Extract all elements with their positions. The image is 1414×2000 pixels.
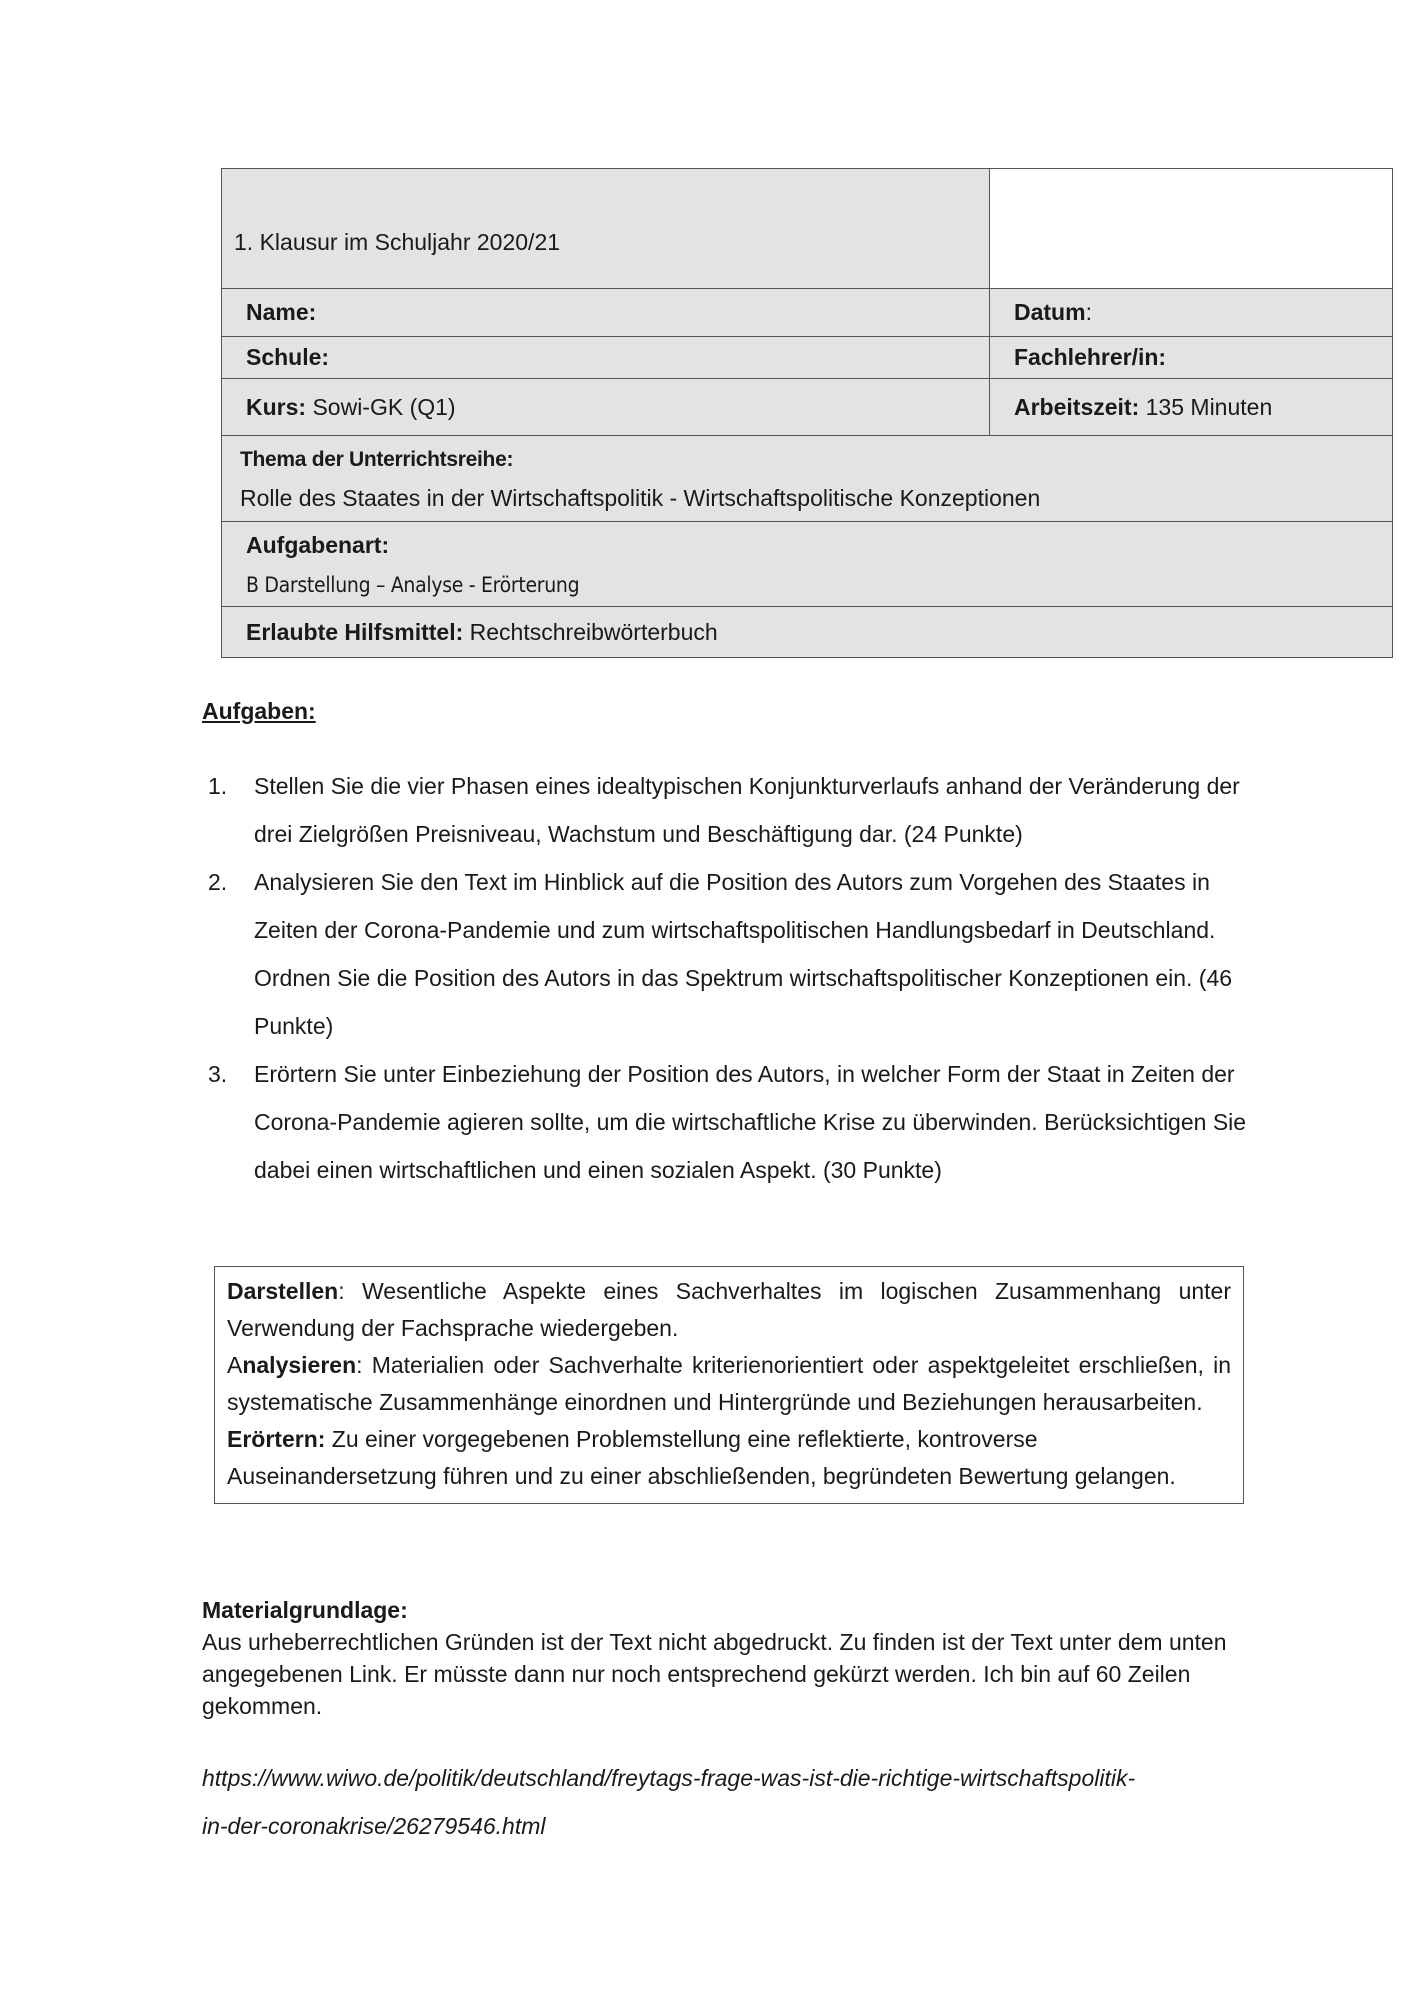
fachlehrer-cell	[990, 337, 1392, 378]
task-number: 2.	[208, 869, 228, 895]
task-text: Stellen Sie die vier Phasen eines idealtypischen Konjunkturverlaufs anhand der Veränderung der drei Zielgrößen Preisniveau, Wachstum und Beschäftigung dar. (24 Punkte)	[254, 773, 1240, 847]
exam-header-table	[221, 168, 1393, 658]
tasks-title: Aufgaben:	[202, 698, 316, 724]
fachlehrer-label: Fachlehrer/in:	[1014, 344, 1167, 370]
header-row-name	[222, 288, 1392, 336]
exam-title: 1. Klausur im Schuljahr 2020/21	[234, 229, 561, 255]
header-row-hilfsmittel	[222, 606, 1392, 657]
schule-cell	[222, 337, 990, 378]
arbeitszeit-label: Arbeitszeit:	[1014, 393, 1140, 420]
material-title: Materialgrundlage:	[202, 1597, 408, 1623]
task-list	[208, 762, 1258, 1194]
aufgabenart-value: B Darstellung – Analyse - Erörterung	[246, 572, 580, 597]
task-number: 1.	[208, 773, 228, 799]
operator-definition: : Materialien oder Sachverhalte kriterienorientiert oder aspektgeleitet erschließen, in systematische Zusammenhänge einordnen und Hintergründe und Beziehungen herausarbeiten.	[227, 1352, 1231, 1415]
kurs-label: Kurs:	[246, 393, 307, 420]
arbeitszeit-value: 135 Minuten	[1139, 393, 1273, 420]
datum-colon: :	[1085, 299, 1092, 325]
operator-term: Erörtern:	[227, 1426, 326, 1452]
hilfsmittel-value: Rechtschreibwörterbuch	[463, 618, 718, 645]
task-item	[208, 762, 1258, 858]
operator-definitions-box	[214, 1266, 1244, 1504]
empty-cell	[990, 169, 1392, 288]
header-row-kurs	[222, 378, 1392, 435]
material-link-line-2[interactable]: in-der-coronakrise/26279546.html	[202, 1813, 546, 1839]
thema-value: Rolle des Staates in der Wirtschaftspolitik - Wirtschaftspolitische Konzeptionen	[240, 484, 1041, 511]
aufgabenart-label: Aufgabenart:	[246, 531, 390, 558]
name-cell	[222, 289, 990, 336]
header-row-thema	[222, 435, 1392, 521]
datum-label: Datum	[1014, 299, 1086, 325]
datum-cell	[990, 289, 1392, 336]
operator-eroertern	[227, 1421, 1231, 1495]
exam-title-cell	[222, 169, 990, 288]
header-row-title	[222, 169, 1392, 288]
schule-label: Schule:	[246, 344, 330, 370]
operator-analysieren	[227, 1347, 1231, 1421]
operator-term: nalysieren	[242, 1352, 357, 1378]
arbeitszeit-cell	[990, 379, 1392, 435]
task-text: Erörtern Sie unter Einbeziehung der Position des Autors, in welcher Form der Staat in Zeiten der Corona-Pandemie agieren sollte, um die wirtschaftliche Krise zu überwinden. Berücksichtigen Sie dabei einen wirtschaftlichen und einen sozialen Aspekt. (30 Punkte)	[254, 1061, 1247, 1183]
material-link-line-1[interactable]: https://www.wiwo.de/politik/deutschland/freytags-frage-was-ist-die-richtige-wirtschaftspolitik-	[202, 1765, 1136, 1791]
material-text: Aus urheberrechtlichen Gründen ist der Text nicht abgedruckt. Zu finden ist der Text unter dem unten angegebenen Link. Er müsste dann nur noch entsprechend gekürzt werden. Ich bin auf 60 Zeilen gekommen.	[202, 1629, 1227, 1719]
task-item	[208, 858, 1258, 1050]
aufgabenart-cell	[222, 522, 1392, 606]
thema-cell	[222, 436, 1392, 521]
hilfsmittel-label: Erlaubte Hilfsmittel:	[246, 618, 464, 645]
operator-definition: : Wesentliche Aspekte eines Sachverhaltes im logischen Zusammenhang unter Verwendung der Fachsprache wiedergeben.	[227, 1278, 1231, 1341]
operator-term-initial: A	[227, 1352, 243, 1378]
header-row-aufgabenart	[222, 521, 1392, 606]
kurs-cell	[222, 379, 990, 435]
operator-darstellen	[227, 1273, 1231, 1347]
task-text: Analysieren Sie den Text im Hinblick auf die Position des Autors zum Vorgehen des Staates in Zeiten der Corona-Pandemie und zum wirtschaftspolitischen Handlungsbedarf in Deutschland. Ordnen Sie die Position des Autors in das Spektrum wirtschaftspolitischer Konzeptionen ein. (46 Punkte)	[254, 869, 1233, 1039]
kurs-value: Sowi-GK (Q1)	[306, 393, 456, 420]
name-label: Name:	[246, 299, 317, 325]
hilfsmittel-cell	[222, 607, 1392, 657]
material-section	[202, 1594, 1242, 1722]
material-link[interactable]	[202, 1754, 1242, 1850]
operator-term: Darstellen	[227, 1278, 339, 1304]
operator-definition: Zu einer vorgegebenen Problemstellung eine reflektierte, kontroverse Auseinandersetzung führen und zu einer abschließenden, begründeten Bewertung gelangen.	[227, 1426, 1176, 1489]
header-row-schule	[222, 336, 1392, 378]
thema-label: Thema der Unterrichtsreihe:	[240, 447, 514, 471]
task-number: 3.	[208, 1061, 228, 1087]
task-item	[208, 1050, 1258, 1194]
